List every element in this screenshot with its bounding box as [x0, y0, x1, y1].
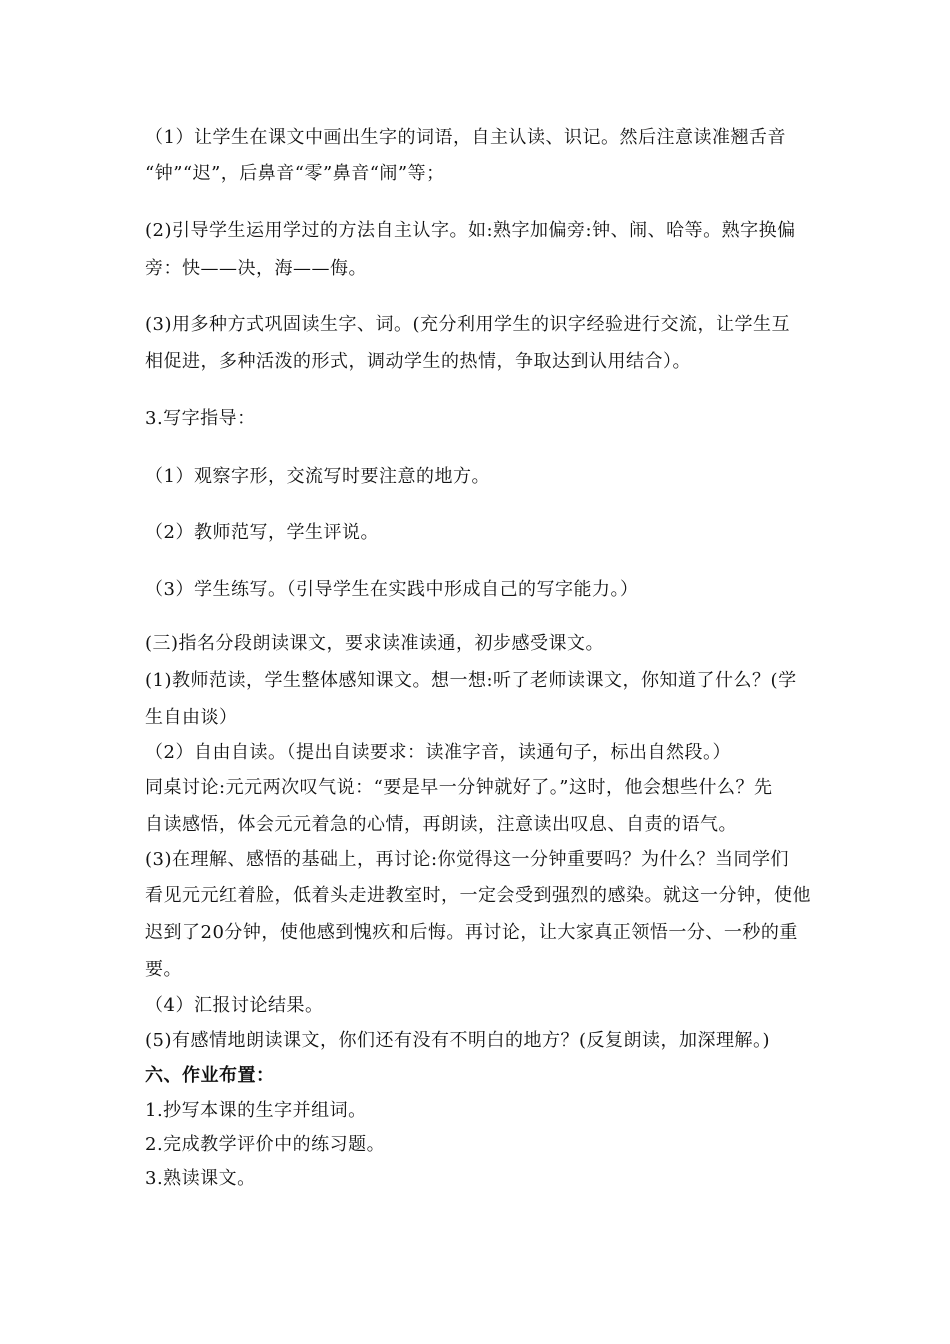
text-line: （2）自由自读。（提出自读要求：读准字音，读通句子，标出自然段。） [145, 742, 731, 763]
section-title: 3.写字指导： [145, 408, 256, 429]
text-line: （3）学生练写。（引导学生在实践中形成自己的写字能力。） [145, 579, 639, 600]
list-item: 3.熟读课文。 [145, 1168, 256, 1189]
text-line: 相促进，多种活泼的形式，调动学生的热情，争取达到认用结合）。 [145, 351, 691, 372]
text-line: 要。 [145, 959, 182, 980]
text-line: 迟到了20分钟，使他感到愧疚和后悔。再讨论，让大家真正领悟一分、一秒的重 [145, 922, 798, 943]
text-line: （2）教师范写，学生评说。 [145, 522, 379, 543]
text-line: （1）观察字形，交流写时要注意的地方。 [145, 466, 490, 487]
section-heading: 六、作业布置： [145, 1065, 275, 1086]
text-line: (3)在理解、感悟的基础上，再讨论:你觉得这一分钟重要吗？为什么？当同学们 [145, 849, 790, 870]
text-line: 旁：快——决，海——侮。 [145, 258, 367, 279]
section-title: (三)指名分段朗读课文，要求读准读通，初步感受课文。 [145, 633, 605, 654]
text-line: (1)教师范读，学生整体感知课文。想一想:听了老师读课文，你知道了什么？(学 [145, 670, 797, 691]
text-line: （1）让学生在课文中画出生字的词语，自主认读、识记。然后注意读准翘舌音 [145, 127, 786, 148]
text-line: (3)用多种方式巩固读生字、词。(充分利用学生的识字经验进行交流，让学生互 [145, 314, 791, 335]
text-line: (2)引导学生运用学过的方法自主认字。如:熟字加偏旁:钟、闹、哈等。熟字换偏 [145, 220, 796, 241]
text-line: “钟”“迟”，后鼻音“零”鼻音“闹”等； [145, 163, 445, 184]
text-line: 自读感悟，体会元元着急的心情，再朗读，注意读出叹息、自责的语气。 [145, 814, 737, 835]
text-line: 看见元元红着脸，低着头走进教室时，一定会受到强烈的感染。就这一分钟，使他 [145, 885, 811, 906]
list-item: 2.完成教学评价中的练习题。 [145, 1134, 386, 1155]
list-item: 1.抄写本课的生字并组词。 [145, 1100, 367, 1121]
text-line: （4）汇报讨论结果。 [145, 995, 324, 1016]
text-line: (5)有感情地朗读课文，你们还有没有不明白的地方？(反复朗读，加深理解。) [145, 1030, 771, 1051]
text-line: 生自由谈） [145, 707, 238, 728]
text-line: 同桌讨论:元元两次叹气说：“要是早一分钟就好了。”这时，他会想些什么？先 [145, 777, 773, 798]
